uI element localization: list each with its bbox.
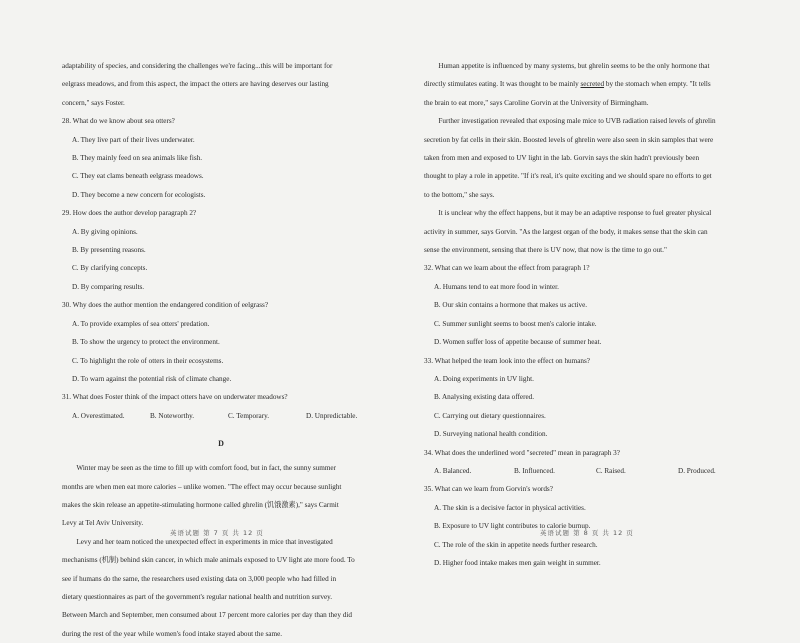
para-d1-line-4: Levy at Tel Aviv University. <box>62 519 144 528</box>
para-d2-line-1: Levy and her team noticed the unexpected effect in experiments in mice that investigated <box>76 537 333 546</box>
para-d2-line-4: dietary questionnaires as part of the government's regular national health and nutrition survey. <box>62 592 333 601</box>
q31-option-c: C. Temporary. <box>228 411 270 420</box>
q35-option-c: C. The role of the skin in appetite needs further research. <box>434 540 598 549</box>
q34-option-a: A. Balanced. <box>434 466 472 475</box>
para-r1-line-2-start: directly stimulates eating. It was thought to be mainly <box>424 80 581 89</box>
q33-option-b: B. Analysing existing data offered. <box>434 393 535 402</box>
question-32: 32. What can we learn about the effect from paragraph 1? <box>424 264 590 273</box>
question-35: 35. What can we learn from Gorvin's words? <box>424 485 553 494</box>
question-34: 34. What does the underlined word "secreted" mean in paragraph 3? <box>424 448 620 457</box>
q34-option-d: D. Produced. <box>678 466 716 475</box>
para-d2-line-2: mechanisms (机制) behind skin cancer, in which male animals exposed to UV light ate more food. To <box>62 556 355 565</box>
q33-option-d: D. Surveying national health condition. <box>434 430 548 439</box>
q35-option-a: A. The skin is a decisive factor in physical activities. <box>434 503 586 512</box>
para-r2-line-1: Further investigation revealed that exposing male mice to UVB radiation raised levels of ghrelin <box>438 117 716 126</box>
para-d2-line-6: during the rest of the year while women's food intake stayed about the same. <box>62 629 283 638</box>
q29-option-a: A. By giving opinions. <box>72 227 138 236</box>
section-heading-d: D <box>218 439 224 449</box>
intro-line-3: concern," says Foster. <box>62 98 125 107</box>
q33-option-a: A. Doing experiments in UV light. <box>434 374 534 383</box>
intro-line-1: adaptability of species, and considering the challenges we're facing...this will be important for <box>62 62 333 70</box>
q32-option-c: C. Summer sunlight seems to boost men's calorie intake. <box>434 319 597 328</box>
para-r3-line-1: It is unclear why the effect happens, but it may be an adaptive response to fuel greater physical <box>438 209 712 218</box>
question-31: 31. What does Foster think of the impact otters have on underwater meadows? <box>62 393 288 402</box>
q30-option-b: B. To show the urgency to protect the environment. <box>72 338 220 347</box>
q31-option-b: B. Noteworthy. <box>150 411 195 420</box>
question-30: 30. Why does the author mention the endangered condition of eelgrass? <box>62 301 269 310</box>
q32-option-a: A. Humans tend to eat more food in winter. <box>434 282 559 291</box>
left-page <box>0 0 400 638</box>
right-page <box>400 0 800 572</box>
para-r1-line-3: the brain to eat more," says Caroline Gorvin at the University of Birmingham. <box>424 98 649 107</box>
para-d1-line-3: makes the skin release an appetite-stimulating hormone called ghrelin (饥饿激素)," says Carmit <box>62 500 339 509</box>
q34-options <box>434 462 768 480</box>
q31-options <box>72 407 380 425</box>
para-r2-line-5: to the bottom," she says. <box>424 190 495 199</box>
para-r3-line-3: sense the environment, sensing that there is UV now, that now is the time to go out." <box>424 246 667 255</box>
q34-option-b: B. Influenced. <box>514 466 555 475</box>
q35-option-d: D. Higher food intake makes men gain weight in summer. <box>434 558 601 567</box>
para-d1-line-1: Winter may be seen as the time to fill up with comfort food, but in fact, the sunny summer <box>76 464 336 473</box>
q33-option-c: C. Carrying out dietary questionnaires. <box>434 411 546 420</box>
question-33: 33. What helped the team look into the effect on humans? <box>424 356 590 365</box>
q29-option-d: D. By comparing results. <box>72 282 145 291</box>
q30-option-a: A. To provide examples of sea otters' predation. <box>72 319 210 328</box>
q28-option-b: B. They mainly feed on sea animals like fish. <box>72 154 203 163</box>
q29-option-c: C. By clarifying concepts. <box>72 264 148 273</box>
para-r1-line-2-end: by the stomach when empty. "It tells <box>604 80 711 89</box>
q31-option-a: A. Overestimated. <box>72 411 125 420</box>
page-footer-left: 英语试题 第 7 页 共 12 页 <box>170 529 264 537</box>
para-d2-line-3: see if humans do the same, the researchers used existing data on 3,000 people who had filled in <box>62 574 337 583</box>
page-footer-right: 英语试题 第 8 页 共 12 页 <box>540 529 634 537</box>
q31-option-d: D. Unpredictable. <box>306 411 358 420</box>
para-r3-line-2: activity in summer, says Gorvin. "As the largest organ of the body, it makes sense that the skin can <box>424 227 708 236</box>
para-d1-line-2: months are when men eat more calories – unlike women. "The effect may occur because sunlight <box>62 482 342 491</box>
para-r1-line-1: Human appetite is influenced by many systems, but ghrelin seems to be the only hormone that <box>438 62 710 70</box>
q30-option-c: C. To highlight the role of otters in their ecosystems. <box>72 356 224 365</box>
intro-line-2: eelgrass meadows, and from this aspect, the impact the otters are having deserves our lasting <box>62 80 329 89</box>
question-28: 28. What do we know about sea otters? <box>62 117 175 126</box>
q28-option-a: A. They live part of their lives underwater. <box>72 135 195 144</box>
q32-option-b: B. Our skin contains a hormone that makes us active. <box>434 301 588 310</box>
q28-option-d: D. They become a new concern for ecologists. <box>72 190 206 199</box>
para-r2-line-4: thought to play a role in appetite. "If it's real, it's quite exciting and we should spare no efforts to get <box>424 172 712 181</box>
q28-option-c: C. They eat clams beneath eelgrass meadows. <box>72 172 204 181</box>
question-29: 29. How does the author develop paragraph 2? <box>62 209 197 218</box>
para-r2-line-2: secretion by fat cells in their skin. Boosted levels of ghrelin were also seen in skin samples that were <box>424 135 714 144</box>
para-d2-line-5: Between March and September, men consumed about 17 percent more calories per day than they did <box>62 611 352 620</box>
q29-option-b: B. By presenting reasons. <box>72 246 146 255</box>
q34-option-c: C. Raised. <box>596 466 626 475</box>
para-r2-line-3: taken from men and exposed to UV light in the lab. Gorvin says the skin hadn't previously been <box>424 154 700 163</box>
q32-option-d: D. Women suffer loss of appetite because of summer heat. <box>434 338 602 347</box>
q30-option-d: D. To warn against the potential risk of climate change. <box>72 374 232 383</box>
underlined-word-secreted: secreted <box>580 80 605 89</box>
para-r1-line-2 <box>424 75 768 93</box>
q35-option-b: B. Exposure to UV light contributes to calorie burnup. <box>434 522 591 531</box>
